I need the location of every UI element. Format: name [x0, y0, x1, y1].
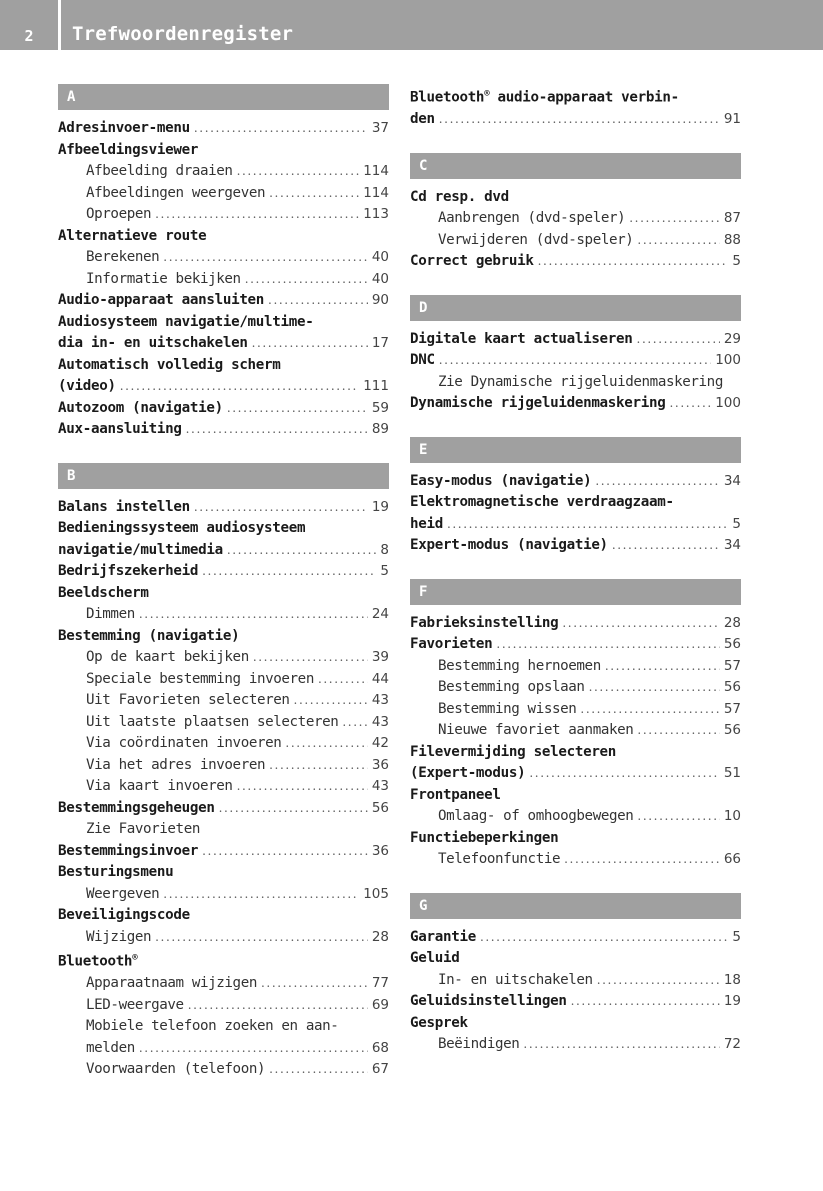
- index-entry[interactable]: [58, 376, 389, 398]
- index-subentry[interactable]: [58, 690, 389, 712]
- leader-dots: [269, 1059, 368, 1081]
- entry-label: Correct gebruik: [410, 253, 534, 270]
- section-letter-a: A: [58, 84, 389, 110]
- entry-label: Garantie: [410, 928, 476, 945]
- index-entry: [410, 742, 741, 764]
- index-column-left: [58, 84, 389, 1081]
- entry-label: Uit laatste plaatsen selecteren: [86, 713, 339, 730]
- index-entry[interactable]: [58, 798, 389, 820]
- page-title: Trefwoordenregister: [72, 23, 294, 45]
- leader-dots: [227, 398, 368, 420]
- entry-label: Speciale bestemming invoeren: [86, 670, 314, 687]
- entry-label: Gesprek: [410, 1014, 468, 1031]
- leader-dots: [237, 161, 360, 183]
- index-subentry[interactable]: [58, 733, 389, 755]
- page-reference[interactable]: 39: [371, 649, 389, 665]
- leader-dots: [269, 183, 359, 205]
- page-reference[interactable]: 87: [723, 210, 741, 227]
- entry-label: Bluetooth®: [58, 953, 138, 970]
- index-subentry[interactable]: [410, 849, 741, 871]
- index-entry[interactable]: [58, 540, 389, 562]
- entry-label: Dimmen: [86, 606, 135, 622]
- entry-label: Bluetooth® audio-apparaat verbin-: [410, 89, 679, 106]
- index-subentry[interactable]: [58, 755, 389, 777]
- leader-dots: [252, 333, 368, 355]
- entry-label: heid: [410, 515, 443, 532]
- index-entry: [58, 626, 389, 648]
- index-entry: [58, 518, 389, 540]
- index-entry: [58, 226, 389, 248]
- entry-label: navigatie/multimedia: [58, 541, 223, 558]
- index-subentry[interactable]: [410, 699, 741, 721]
- index-entry[interactable]: [58, 561, 389, 583]
- page-reference[interactable]: 43: [371, 713, 389, 730]
- index-entry[interactable]: [58, 333, 389, 355]
- page-reference[interactable]: 114: [363, 163, 389, 179]
- page-reference[interactable]: 91: [723, 111, 741, 128]
- page-reference[interactable]: 56: [371, 799, 389, 816]
- entry-label: Adresinvoer-menu: [58, 120, 190, 136]
- index-entry[interactable]: [410, 634, 741, 656]
- index-entry[interactable]: [410, 350, 741, 372]
- page-reference[interactable]: 24: [371, 606, 389, 622]
- page-reference[interactable]: 57: [723, 700, 741, 717]
- leader-dots: [219, 798, 368, 820]
- index-entry: [410, 187, 741, 209]
- leader-dots: [637, 806, 719, 828]
- page-reference[interactable]: 105: [363, 885, 389, 902]
- entry-label: Voorwaarden (telefoon): [86, 1061, 266, 1078]
- entry-label: Bedrijfszekerheid: [58, 563, 199, 579]
- index-entry: [410, 785, 741, 807]
- leader-dots: [237, 776, 368, 798]
- entry-label: Beeldscherm: [58, 584, 149, 601]
- index-subentry[interactable]: [410, 230, 741, 252]
- index-entry: [410, 84, 741, 109]
- entry-label: Easy-modus (navigatie): [410, 472, 592, 489]
- entry-label: Wijzigen: [86, 928, 152, 945]
- entry-label: Bestemmingsinvoer: [58, 842, 199, 859]
- leader-dots: [186, 419, 368, 441]
- page-reference[interactable]: 18: [723, 971, 741, 988]
- entry-label: In- en uitschakelen: [438, 971, 593, 988]
- index-subentry[interactable]: [58, 247, 389, 269]
- page-reference[interactable]: 34: [723, 472, 741, 489]
- entry-label: Afbeeldingsviewer: [58, 141, 199, 158]
- leader-dots: [447, 514, 728, 536]
- entry-label: Op de kaart bekijken: [86, 649, 249, 665]
- entry-label: LED-weergave: [86, 996, 184, 1013]
- entry-label: Bestemmingsgeheugen: [58, 799, 215, 816]
- entry-label: Audio-apparaat aansluiten: [58, 292, 265, 308]
- index-subentry[interactable]: [58, 204, 389, 226]
- entry-label: (video): [58, 378, 116, 394]
- page-reference[interactable]: 42: [371, 735, 389, 751]
- page-reference[interactable]: 69: [371, 996, 389, 1013]
- entry-label: Mobiele telefoon zoeken en aan-: [86, 1018, 339, 1035]
- page-reference[interactable]: 56: [723, 679, 741, 696]
- page-reference[interactable]: 89: [371, 421, 389, 437]
- entry-label: Geluid: [410, 950, 460, 967]
- page-reference[interactable]: 59: [371, 399, 389, 416]
- entry-label: Balans instellen: [58, 498, 190, 515]
- entry-label: Favorieten: [410, 636, 493, 653]
- leader-dots: [318, 669, 368, 691]
- index-entry[interactable]: [58, 841, 389, 863]
- page-reference[interactable]: 36: [371, 842, 389, 859]
- entry-label: Beëindigen: [438, 1036, 520, 1053]
- entry-label: (Expert-modus): [410, 765, 526, 782]
- index-subentry[interactable]: [410, 208, 741, 230]
- page-reference[interactable]: 100: [715, 395, 741, 412]
- page-reference[interactable]: 44: [371, 670, 389, 687]
- leader-dots: [245, 269, 368, 291]
- index-entry[interactable]: [410, 514, 741, 536]
- page-reference[interactable]: 5: [380, 563, 389, 579]
- page-reference[interactable]: 114: [363, 184, 389, 201]
- index-entry[interactable]: [410, 991, 741, 1013]
- leader-dots: [139, 604, 368, 626]
- index-subentry[interactable]: [58, 183, 389, 205]
- index-subentry: [58, 819, 389, 841]
- entry-label: Via kaart invoeren: [86, 778, 233, 794]
- leader-dots: [562, 613, 719, 635]
- page-header: [0, 0, 823, 50]
- page-reference[interactable]: 5: [732, 928, 741, 945]
- leader-dots: [202, 561, 376, 583]
- index-subentry[interactable]: [58, 161, 389, 183]
- page-reference[interactable]: 28: [723, 614, 741, 631]
- leader-dots: [269, 755, 368, 777]
- leader-dots: [227, 540, 377, 562]
- section-letter-g: G: [410, 893, 741, 919]
- entry-label: Cd resp. dvd: [410, 188, 509, 205]
- page-number: 2: [24, 27, 34, 45]
- page-reference[interactable]: 43: [371, 692, 389, 708]
- index-subentry[interactable]: [58, 269, 389, 291]
- section-letter-b: B: [58, 463, 389, 489]
- page-reference[interactable]: 51: [723, 765, 741, 782]
- leader-dots: [629, 208, 720, 230]
- index-entry[interactable]: [410, 763, 741, 785]
- index-entry[interactable]: [58, 419, 389, 441]
- page-reference[interactable]: 111: [363, 378, 389, 394]
- index-subentry[interactable]: [58, 995, 389, 1017]
- entry-label: Zie Dynamische rijgeluidenmaskering: [438, 373, 723, 390]
- entry-label: Functiebeperkingen: [410, 829, 559, 846]
- entry-label: Oproepen: [86, 206, 152, 222]
- index-entry[interactable]: [410, 329, 741, 351]
- index-subentry[interactable]: [410, 806, 741, 828]
- page-reference[interactable]: 40: [371, 270, 389, 287]
- index-entry[interactable]: [58, 398, 389, 420]
- leader-dots: [342, 712, 367, 734]
- page-reference[interactable]: 37: [371, 120, 389, 136]
- index-entry: [410, 948, 741, 970]
- page-reference[interactable]: 43: [371, 778, 389, 794]
- index-entry: [410, 828, 741, 850]
- leader-dots: [612, 535, 720, 557]
- index-subentry[interactable]: [58, 669, 389, 691]
- section-letter-d: D: [410, 295, 741, 321]
- page-reference[interactable]: 57: [723, 657, 741, 674]
- leader-dots: [564, 849, 720, 871]
- entry-label: Via coördinaten invoeren: [86, 735, 282, 751]
- leader-dots: [188, 995, 368, 1017]
- leader-dots: [155, 927, 368, 949]
- entry-label: melden: [86, 1039, 135, 1056]
- index-entry: [58, 948, 389, 973]
- section-letter-c: C: [410, 153, 741, 179]
- index-entry[interactable]: [410, 251, 741, 273]
- index-entry[interactable]: [410, 613, 741, 635]
- page-reference[interactable]: 19: [723, 993, 741, 1010]
- page-reference[interactable]: 28: [371, 928, 389, 945]
- entry-label: Digitale kaart actualiseren: [410, 330, 633, 347]
- leader-dots: [202, 841, 368, 863]
- entry-label: Bestemming (navigatie): [58, 627, 240, 644]
- index-entry: [58, 583, 389, 605]
- leader-dots: [120, 376, 360, 398]
- page-reference[interactable]: 29: [723, 330, 741, 347]
- leader-dots: [529, 763, 719, 785]
- index-subentry[interactable]: [58, 712, 389, 734]
- entry-label: Afbeeldingen weergeven: [86, 184, 266, 201]
- entry-label: Dynamische rijgeluidenmaskering: [410, 395, 666, 412]
- entry-label: Nieuwe favoriet aanmaken: [438, 722, 634, 739]
- index-subentry[interactable]: [58, 776, 389, 798]
- leader-dots: [155, 204, 359, 226]
- entry-label: Bestemming wissen: [438, 700, 577, 717]
- index-subentry[interactable]: [58, 604, 389, 626]
- entry-label: Beveiligingscode: [58, 907, 190, 923]
- entry-label: Automatisch volledig scherm: [58, 356, 281, 373]
- leader-dots: [538, 251, 729, 273]
- entry-label: Frontpaneel: [410, 786, 501, 803]
- leader-dots: [496, 634, 719, 656]
- index-entry[interactable]: [410, 109, 741, 131]
- leader-dots: [637, 230, 719, 252]
- index-entry[interactable]: [410, 535, 741, 557]
- entry-label: Bedieningssysteem audiosysteem: [58, 520, 306, 536]
- index-entry: [410, 492, 741, 514]
- entry-label: Verwijderen (dvd-speler): [438, 231, 634, 248]
- index-subentry[interactable]: [58, 973, 389, 995]
- index-subentry[interactable]: [58, 1038, 389, 1060]
- entry-label: dia in- en uitschakelen: [58, 335, 248, 351]
- entry-label: Omlaag- of omhoogbewegen: [438, 808, 634, 825]
- index-subentry[interactable]: [58, 927, 389, 949]
- index-column-right: [410, 84, 741, 1056]
- leader-dots: [194, 497, 368, 519]
- entry-label: Expert-modus (navigatie): [410, 537, 608, 554]
- leader-dots: [580, 699, 719, 721]
- entry-label: Uit Favorieten selecteren: [86, 692, 290, 708]
- leader-dots: [163, 247, 368, 269]
- entry-label: Geluidsinstellingen: [410, 993, 567, 1010]
- leader-dots: [571, 991, 720, 1013]
- index-entry[interactable]: [58, 118, 389, 140]
- page-reference[interactable]: 36: [371, 756, 389, 773]
- index-entry: [410, 1013, 741, 1035]
- page-reference[interactable]: 5: [732, 515, 741, 532]
- leader-dots: [480, 927, 728, 949]
- entry-label: Elektromagnetische verdraagzaam-: [410, 494, 674, 511]
- entry-label: Afbeelding draaien: [86, 163, 233, 179]
- leader-dots: [439, 350, 711, 372]
- page-reference[interactable]: 68: [371, 1039, 389, 1056]
- entry-label: Apparaatnaam wijzigen: [86, 975, 257, 992]
- index-entry: [58, 312, 389, 334]
- page-reference[interactable]: 66: [723, 851, 741, 868]
- leader-dots: [589, 677, 720, 699]
- section-letter-e: E: [410, 437, 741, 463]
- index-entry: [58, 862, 389, 884]
- page-reference[interactable]: 56: [723, 636, 741, 653]
- page-reference[interactable]: 72: [723, 1036, 741, 1053]
- page-reference[interactable]: 88: [723, 231, 741, 248]
- entry-label: Weergeven: [86, 885, 160, 902]
- page-reference[interactable]: 17: [371, 335, 389, 351]
- leader-dots: [163, 884, 359, 906]
- index-subentry[interactable]: [410, 720, 741, 742]
- index-subentry[interactable]: [58, 1059, 389, 1081]
- entry-label: Besturingsmenu: [58, 864, 174, 880]
- leader-dots: [253, 647, 368, 669]
- section-letter-f: F: [410, 579, 741, 605]
- header-divider: [58, 0, 61, 50]
- page-reference[interactable]: 8: [380, 541, 389, 558]
- page-reference[interactable]: 19: [371, 498, 389, 515]
- entry-label: Via het adres invoeren: [86, 756, 266, 773]
- index-subentry: [410, 372, 741, 394]
- leader-dots: [595, 471, 719, 493]
- index-entry: [58, 140, 389, 162]
- entry-label: Autozoom (navigatie): [58, 399, 223, 416]
- entry-label: den: [410, 111, 435, 128]
- page-reference[interactable]: 40: [371, 249, 389, 265]
- leader-dots: [439, 109, 720, 131]
- index-entry[interactable]: [410, 471, 741, 493]
- leader-dots: [670, 393, 712, 415]
- index-entry[interactable]: [410, 927, 741, 949]
- entry-label: Alternatieve route: [58, 227, 207, 244]
- index-subentry: [58, 1016, 389, 1038]
- page-reference[interactable]: 56: [723, 722, 741, 739]
- page-reference[interactable]: 34: [723, 537, 741, 554]
- entry-label: DNC: [410, 352, 435, 369]
- leader-dots: [637, 329, 720, 351]
- entry-label: Filevermijding selecteren: [410, 743, 617, 760]
- index-entry[interactable]: [58, 290, 389, 312]
- index-subentry[interactable]: [410, 970, 741, 992]
- leader-dots: [605, 656, 720, 678]
- entry-label: Informatie bekijken: [86, 270, 241, 287]
- entry-label: Zie Favorieten: [86, 821, 200, 837]
- entry-label: Bestemming opslaan: [438, 679, 585, 696]
- leader-dots: [523, 1034, 719, 1056]
- index-subentry[interactable]: [410, 677, 741, 699]
- leader-dots: [139, 1038, 368, 1060]
- index-entry: [58, 905, 389, 927]
- page-reference[interactable]: 10: [723, 808, 741, 825]
- entry-label: Bestemming hernoemen: [438, 657, 601, 674]
- leader-dots: [194, 118, 368, 140]
- page-reference[interactable]: 5: [732, 253, 741, 270]
- page-reference[interactable]: 77: [371, 975, 389, 992]
- leader-dots: [268, 290, 368, 312]
- index-entry[interactable]: [58, 497, 389, 519]
- entry-label: Berekenen: [86, 249, 160, 265]
- leader-dots: [597, 970, 720, 992]
- page-reference[interactable]: 113: [363, 206, 389, 222]
- index-subentry[interactable]: [58, 884, 389, 906]
- page-reference[interactable]: 90: [371, 292, 389, 308]
- index-subentry[interactable]: [58, 647, 389, 669]
- entry-label: Fabrieksinstelling: [410, 614, 559, 631]
- leader-dots: [261, 973, 368, 995]
- page-reference[interactable]: 100: [715, 352, 741, 369]
- index-subentry[interactable]: [410, 656, 741, 678]
- index-subentry[interactable]: [410, 1034, 741, 1056]
- index-entry[interactable]: [410, 393, 741, 415]
- entry-label: Aanbrengen (dvd-speler): [438, 210, 626, 227]
- index-entry: [58, 355, 389, 377]
- leader-dots: [294, 690, 368, 712]
- leader-dots: [637, 720, 719, 742]
- entry-label: Aux-aansluiting: [58, 421, 182, 437]
- leader-dots: [285, 733, 367, 755]
- page-reference[interactable]: 67: [371, 1061, 389, 1078]
- entry-label: Telefoonfunctie: [438, 851, 561, 868]
- entry-label: Audiosysteem navigatie/multime-: [58, 313, 314, 330]
